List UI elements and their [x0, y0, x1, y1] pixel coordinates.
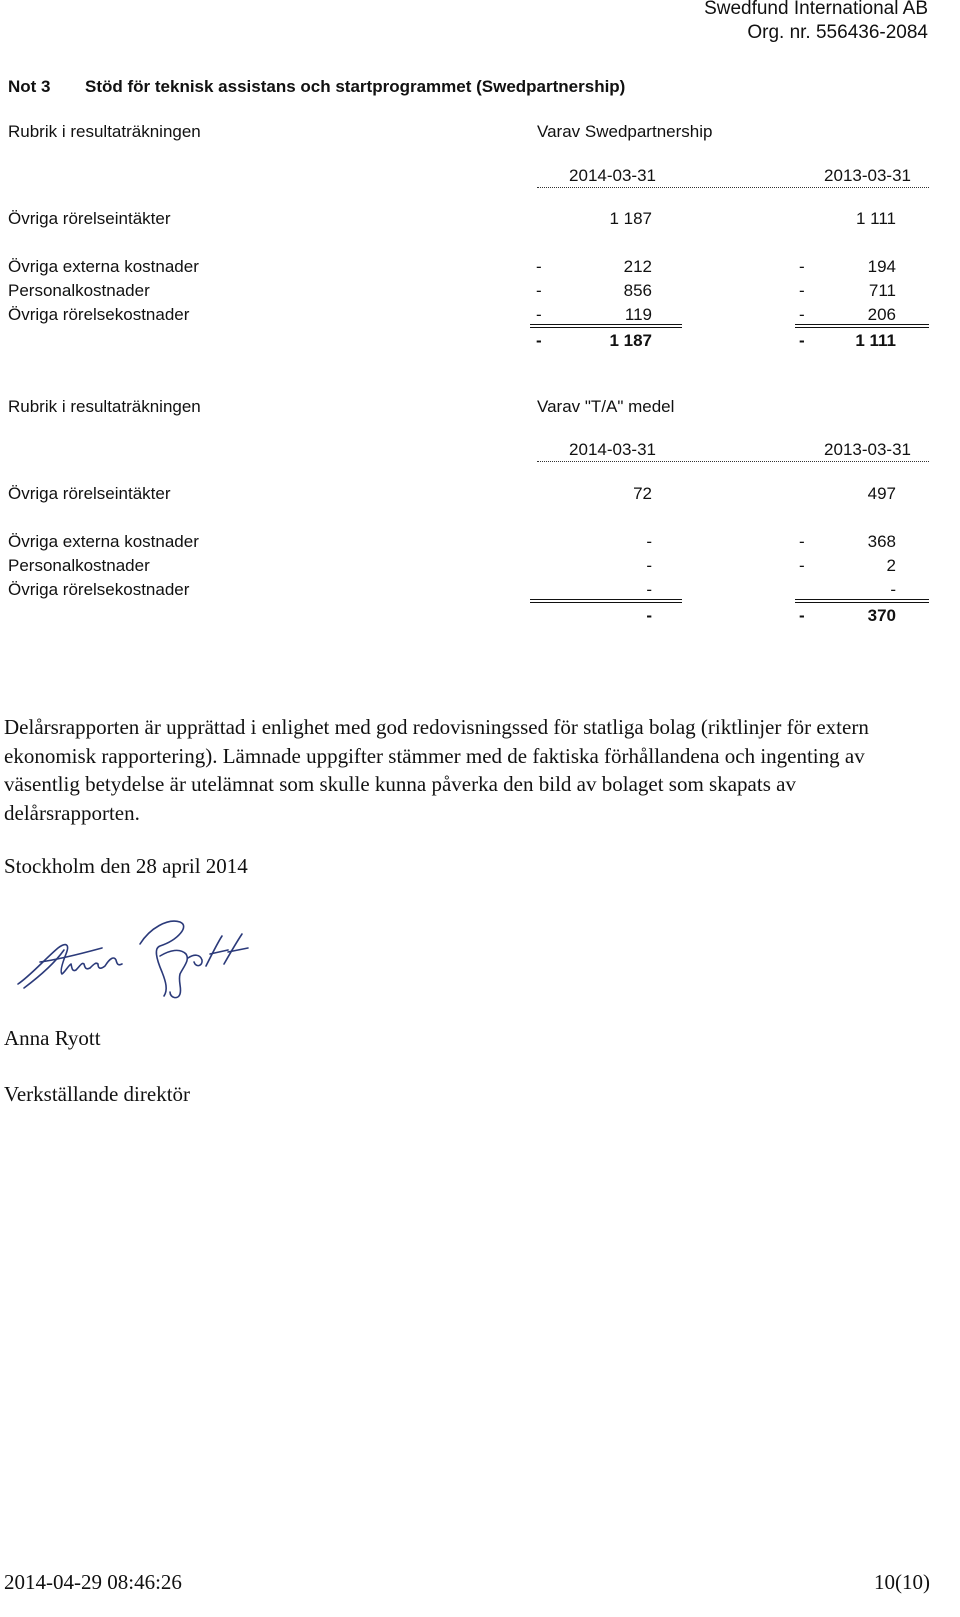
table2-row-header: Rubrik i resultaträkningen	[8, 397, 201, 416]
table-cell-value: 206	[867, 305, 896, 324]
table1-col1-date: 2014-03-31	[569, 166, 656, 185]
table2-column-group: Varav "T/A" medel	[537, 397, 675, 416]
statement-paragraph: Delårsrapporten är upprättad i enlighet med god redovisningssed för statliga bolag (riktlinjer för extern ekonomisk rapportering). Lämnade uppgifter stämmer med de faktiska förhållandena och ingenting av väsentlig betydelse är utelämnat som skulle kunna påverka den bild av bolaget som skapats av delårsrapporten.	[4, 715, 869, 825]
table-row-label: Personalkostnader	[8, 556, 150, 575]
page-number: 10(10)	[874, 1570, 930, 1594]
table2-income-col1: 72	[633, 484, 652, 503]
minus-sign: -	[799, 257, 805, 276]
table2-col1-date: 2014-03-31	[569, 440, 656, 459]
table1-col2-double-rule	[795, 324, 929, 328]
table-row-label: Övriga externa kostnader	[8, 257, 199, 276]
table-cell-value: 711	[868, 281, 896, 300]
minus-sign: -	[799, 606, 805, 625]
table-cell-value: 194	[867, 257, 896, 276]
note-title: Stöd för teknisk assistans och startprogrammet (Swedpartnership)	[85, 77, 626, 96]
minus-sign: -	[799, 532, 805, 551]
table2-total-col2: 370	[867, 606, 896, 625]
table-row-label: Personalkostnader	[8, 281, 150, 300]
company-name: Swedfund International AB	[704, 0, 928, 19]
table1-column-group: Varav Swedpartnership	[537, 122, 713, 141]
signer-title: Verkställande direktör	[4, 1082, 191, 1106]
table1-col2-date: 2013-03-31	[824, 166, 911, 185]
table1-row-header: Rubrik i resultaträkningen	[8, 122, 201, 141]
table1-income-col1: 1 187	[609, 209, 652, 228]
table1-income-col2: 1 111	[855, 209, 896, 228]
minus-sign: -	[799, 556, 805, 575]
minus-sign: -	[799, 331, 805, 350]
table-row-label: Övriga rörelsekostnader	[8, 580, 190, 599]
minus-sign: -	[536, 281, 542, 300]
table1-total-col1: 1 187	[609, 331, 652, 350]
table2-income-label: Övriga rörelseintäkter	[8, 484, 171, 503]
table1-col1-double-rule	[530, 324, 682, 328]
table2-total-col1: -	[646, 606, 652, 625]
minus-sign: -	[799, 305, 805, 324]
table2-col2-date: 2013-03-31	[824, 440, 911, 459]
minus-sign: -	[536, 331, 542, 350]
table-cell-value: 119	[624, 305, 652, 324]
table1-income-label: Övriga rörelseintäkter	[8, 209, 171, 228]
table-cell-value: 368	[867, 532, 896, 551]
table-cell-value: 212	[623, 257, 652, 276]
table2-header-rule	[537, 461, 929, 462]
table-row-label: Övriga rörelsekostnader	[8, 305, 190, 324]
minus-sign: -	[536, 257, 542, 276]
table-cell-value: -	[890, 580, 896, 599]
footer-timestamp: 2014-04-29 08:46:26	[4, 1570, 182, 1594]
table-cell-value: -	[646, 532, 652, 551]
table2-income-col2: 497	[867, 484, 896, 503]
place-date: Stockholm den 28 april 2014	[4, 854, 248, 878]
table2-col1-double-rule	[530, 599, 682, 603]
table2-col2-double-rule	[795, 599, 929, 603]
table-cell-value: -	[646, 580, 652, 599]
table-cell-value: -	[646, 556, 652, 575]
table1-header-rule	[537, 187, 929, 188]
minus-sign: -	[536, 305, 542, 324]
org-number: Org. nr. 556436-2084	[747, 22, 928, 43]
signature	[10, 914, 260, 1004]
table-row-label: Övriga externa kostnader	[8, 532, 199, 551]
minus-sign: -	[799, 281, 805, 300]
table1-total-col2: 1 111	[855, 331, 896, 350]
table-cell-value: 856	[623, 281, 652, 300]
signer-name: Anna Ryott	[4, 1026, 101, 1050]
note-number: Not 3	[8, 77, 51, 96]
table-cell-value: 2	[886, 556, 896, 575]
